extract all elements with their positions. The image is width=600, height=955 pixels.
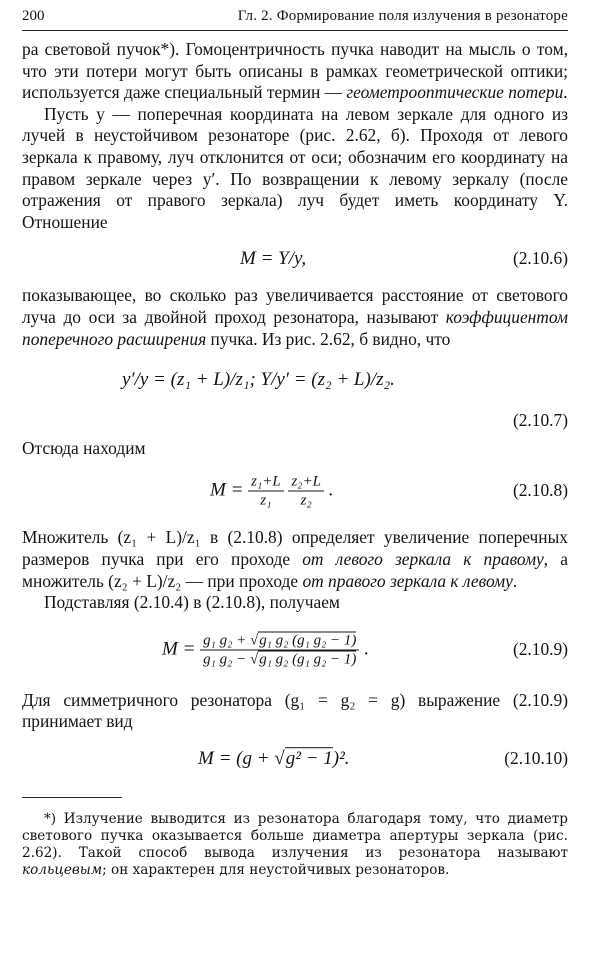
footnote-divider: [22, 797, 122, 798]
equation-2-10-7: [22, 356, 568, 404]
equation-body: M = $\frac{\text{g₁ g₂ + √g₁ g₂ (g₁ g₂ − 1)}}{\text{g₁ g₂ − √g₁ g₂ (g₁ g₂ − 1)}}$ .: [162, 632, 369, 668]
paragraph-3: показывающее, во сколько раз увеличивается расстояние от светового луча до оси за двойной проход резонатора, называют коэффициентом поперечного расширения пучка. Из рис. 2.62, б видно, что: [22, 285, 568, 349]
equation-number: (2.10.9): [512, 638, 568, 659]
running-title: Гл. 2. Формирование поля излучения в резонаторе: [237, 8, 568, 24]
equation-body: M = $\frac{\text{z₁+L}}{\text{z₁}}$ $\frac{\text{z₂+L}}{\text{z₂}}$ .: [210, 473, 334, 509]
equation-body: M = Y/y,: [240, 248, 307, 270]
main-text: [22, 39, 568, 779]
fraction-right: $\frac{\text{z₂+L}}{\text{z₂}}$: [288, 473, 324, 510]
sqrt-sign: √: [249, 632, 259, 649]
equation-2-10-10: [22, 739, 568, 779]
equation-body: M = (g + √g² − 1)².: [198, 748, 350, 770]
equation-2-10-6: [22, 239, 568, 279]
paragraph-2: Пусть y — поперечная координата на левом зеркале для одного из лучей в неустойчивом резонаторе (рис. 2.62, б). Проходя от левого зеркала к правому, луч отклонится от оси; обозначим его координату на правом зеркале через y′. По возвращении к левому зеркалу (после отражения от правого зеркала) луч будет иметь координату Y. Отношение: [22, 103, 568, 232]
footnote: *) Излучение выводится из резонатора благодаря тому, что диаметр светового пучка оказывается больше диаметра апертуры зеркала (рис. 2.62). Такой способ вывода излучения из резонатора называют кольцевым; он характерен для неустойчивых резонаторов.: [22, 811, 568, 879]
paragraph-1: ра световой пучок*). Гомоцентричность пучка наводит на мысль о том, что эти потери могут быть описаны в рамках геометрической оптики; используется даже специальный термин — геометрооптические потери.: [22, 39, 568, 103]
paragraph-6: Подставляя (2.10.4) в (2.10.8), получаем: [44, 592, 340, 613]
fraction-left: $\frac{\text{z₁+L}}{\text{z₁}}$: [248, 473, 284, 510]
sqrt-sign: √: [274, 748, 285, 770]
sqrt-sign: √: [249, 651, 259, 668]
paragraph-4: Отсюда находим: [22, 437, 146, 458]
term-ring-output: кольцевым: [22, 862, 103, 879]
paragraph-5: Множитель (z₁ + L)/z₁ в (2.10.8) определяет увеличение поперечных размеров пучка при его проходе от левого зеркала к правому, а множитель (z₂ + L)/z₂ — при проходе от правого зеркала к левому.: [22, 527, 568, 591]
equation-number-2-10-7: (2.10.7): [512, 410, 568, 431]
term-geometric-losses: геометрооптические потери: [346, 82, 564, 103]
book-page: [22, 8, 568, 893]
equation-number: (2.10.8): [512, 480, 568, 501]
equation-number: (2.10.10): [504, 748, 568, 769]
page-number: 200: [22, 8, 45, 24]
equation-2-10-8: [22, 463, 568, 519]
page-header: [22, 8, 568, 31]
equation-2-10-9: [22, 620, 568, 680]
equation-number: (2.10.6): [512, 248, 568, 269]
term-expansion-coefficient: коэффициентом поперечного расширения: [22, 306, 568, 349]
fraction: $\frac{\text{g₁ g₂ + √g₁ g₂ (g₁ g₂ − 1)}}{\text{g₁ g₂ − √g₁ g₂ (g₁ g₂ − 1)}}$: [200, 631, 359, 668]
paragraph-7: Для симметричного резонатора (g₁ = g₂ = g) выражение (2.10.9) принимает вид: [22, 689, 568, 732]
equation-body: y′/y = (z₁ + L)/z₁; Y/y′ = (z₂ + L)/z₂.: [122, 369, 395, 391]
